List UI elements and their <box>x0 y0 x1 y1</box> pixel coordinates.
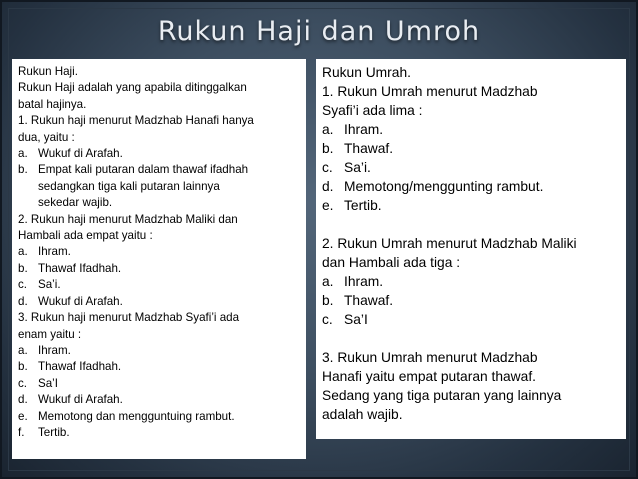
list-item-text: Sa’i. <box>38 278 61 292</box>
haji-intro-line: batal hajinya. <box>18 97 87 111</box>
list-marker: b. <box>18 360 28 374</box>
haji-heading: Rukun Haji. <box>18 65 78 78</box>
slide-title: Rukun Haji dan Umroh <box>157 16 481 47</box>
umrah-heading: Rukun Umrah. <box>322 65 411 80</box>
list-marker: d. <box>18 393 28 407</box>
rukun-umrah-textbox <box>316 59 626 439</box>
haji-section1-heading: 1. Rukun haji menurut Madzhab Hanafi hanya <box>18 114 254 128</box>
list-item <box>322 291 622 310</box>
list-item-text: Memotong dan mengguntuing rambut. <box>38 409 235 423</box>
list-marker: d. <box>18 294 28 308</box>
list-item <box>322 139 622 158</box>
haji-section3-heading: enam yaitu : <box>18 327 82 341</box>
list-item-text: Ihram. <box>38 245 71 259</box>
list-marker: a. <box>322 274 334 289</box>
list-item <box>18 392 303 408</box>
umrah-section1-heading: 1. Rukun Umrah menurut Madzhab <box>322 84 538 99</box>
list-marker: a. <box>322 122 334 137</box>
list-item-text: Wukuf di Arafah. <box>38 147 123 161</box>
list-marker: a. <box>18 147 28 161</box>
list-item <box>18 244 303 260</box>
rukun-haji-textbox <box>12 59 306 459</box>
list-item <box>18 376 303 392</box>
list-item-text: Memotong/menggunting rambut. <box>344 179 544 194</box>
list-item <box>18 294 303 310</box>
umrah-section2-heading: dan Hambali ada tiga : <box>322 255 461 270</box>
list-marker: a. <box>18 245 28 259</box>
list-item <box>322 310 622 329</box>
list-item-continuation: sedangkan tiga kali putaran lainnya <box>38 179 220 193</box>
list-marker: c. <box>18 376 28 390</box>
list-item <box>18 425 303 441</box>
umrah-section1-heading: Syafi’i ada lima : <box>322 103 423 118</box>
list-item-text: Wukuf di Arafah. <box>38 393 123 407</box>
list-marker: c. <box>322 160 333 175</box>
list-item-text: Sa’I <box>344 312 368 327</box>
list-item <box>322 196 622 215</box>
list-marker: b. <box>18 163 28 177</box>
haji-section2-heading: Hambali ada empat yaitu : <box>18 229 153 243</box>
list-item <box>322 158 622 177</box>
list-marker: e. <box>18 409 28 423</box>
list-marker: e. <box>322 198 334 213</box>
list-item-text: Empat kali putaran dalam thawaf ifadhah <box>38 163 249 177</box>
list-marker: c. <box>18 278 28 292</box>
haji-section1-heading: dua, yaitu : <box>18 130 75 144</box>
list-item <box>18 162 303 178</box>
umrah-section3-text: Hanafi yaitu empat putaran thawaf. <box>322 369 536 384</box>
list-item-continuation: sekedar wajib. <box>38 196 113 210</box>
list-item-text: Thawaf. <box>344 293 394 308</box>
list-marker: a. <box>18 343 28 357</box>
list-item-text: Thawaf. <box>344 141 394 156</box>
umrah-section2-heading: 2. Rukun Umrah menurut Madzhab Maliki <box>322 236 577 251</box>
list-item-text: Sa’I <box>38 376 58 390</box>
list-marker: f. <box>18 425 25 439</box>
list-item-text: Ihram. <box>344 122 384 137</box>
list-item-text: Wukuf di Arafah. <box>38 294 123 308</box>
list-marker: b. <box>18 261 28 275</box>
umrah-section3-text: 3. Rukun Umrah menurut Madzhab <box>322 350 538 365</box>
list-item <box>322 272 622 291</box>
list-marker: b. <box>322 141 334 156</box>
umrah-section3-text: adalah wajib. <box>322 407 403 422</box>
list-item <box>18 146 303 162</box>
haji-intro-line: Rukun Haji adalah yang apabila ditinggalkan <box>18 81 247 95</box>
list-item <box>18 359 303 375</box>
haji-section3-heading: 3. Rukun haji menurut Madzhab Syafi’i ada <box>18 311 240 325</box>
umrah-section3-text: Sedang yang tiga putaran yang lainnya <box>322 388 562 403</box>
list-marker: b. <box>322 293 334 308</box>
paragraph-spacer <box>322 215 622 234</box>
list-item-text: Ihram. <box>38 343 71 357</box>
paragraph-spacer <box>322 329 622 348</box>
haji-section2-heading: 2. Rukun haji menurut Madzhab Maliki dan <box>18 212 238 226</box>
list-item-text: Thawaf Ifadhah. <box>38 360 122 374</box>
list-item <box>18 343 303 359</box>
list-marker: d. <box>322 179 334 194</box>
list-item-text: Thawaf Ifadhah. <box>38 261 122 275</box>
list-item <box>322 120 622 139</box>
list-item-text: Tertib. <box>38 425 70 439</box>
list-item <box>18 261 303 277</box>
list-item-text: Tertib. <box>344 198 382 213</box>
list-item-text: Ihram. <box>344 274 384 289</box>
list-item <box>322 177 622 196</box>
list-item <box>18 409 303 425</box>
list-item-text: Sa’i. <box>344 160 371 175</box>
list-marker: c. <box>322 312 333 327</box>
list-item <box>18 277 303 293</box>
